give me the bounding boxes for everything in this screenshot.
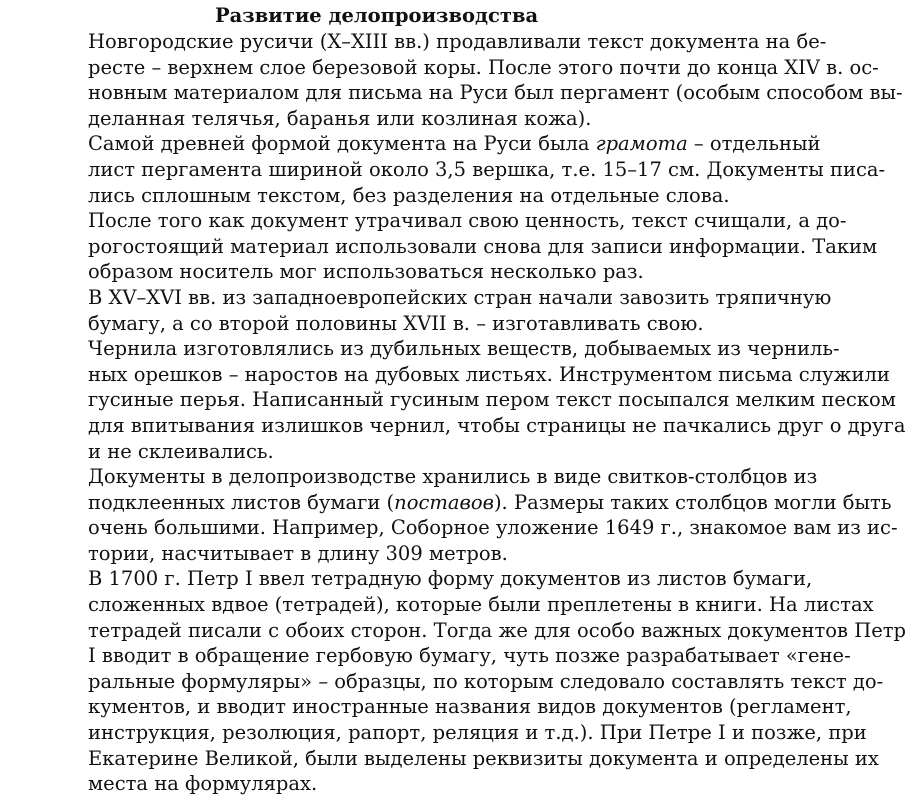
text-line: лись сплошным текстом, без разделения на отдельные слова. [88, 183, 730, 207]
text-line: сложенных вдвое (тетрадей), которые были преплетены в книги. На листах [88, 593, 874, 617]
text-line: и не склеивались. [88, 439, 274, 463]
text-line: Чернила изготовлялись из дубильных веществ, добываемых из черниль- [88, 337, 840, 361]
text-line: бумагу, а со второй половины XVII в. – изготавливать свою. [88, 311, 704, 335]
paragraph [10, 336, 906, 464]
text-line: для впитывания излишков чернил, чтобы страницы не пачкались друг о друга [88, 413, 906, 437]
text-line: В 1700 г. Петр I ввел тетрадную форму документов из листов бумаги, [88, 567, 813, 591]
text-line: очень большими. Например, Соборное уложение 1649 г., знакомое вам из ис- [88, 516, 898, 540]
paragraph [10, 208, 878, 285]
text-line: ных орешков – наростов на дубовых листьях. Инструментом письма служили [88, 362, 890, 386]
text-line: инструкция, резолюция, рапорт, реляция и т.д.). При Петре I и позже, при [88, 721, 867, 745]
text-line: ресте – верхнем слое березовой коры. После этого почти до конца XIV в. ос- [88, 55, 879, 79]
text-line: подклеенных листов бумаги (поставов). Размеры таких столбцов могли быть [88, 490, 892, 514]
text-line: новным материалом для письма на Руси был пергамент (особым способом вы- [88, 81, 903, 105]
text-line: тетрадей писали с обоих сторон. Тогда же для особо важных документов Петр [88, 618, 906, 642]
paragraph [10, 285, 832, 336]
text-line: ральные формуляры» – образцы, по которым следовало составлять текст до- [88, 669, 884, 693]
paragraph [10, 566, 906, 796]
text-line: деланная телячья, баранья или козлиная кожа). [88, 106, 592, 130]
text-line: лист пергамента шириной около 3,5 вершка, т.е. 15–17 см. Документы писа- [88, 157, 886, 181]
text-line: Самой древней формой документа на Руси была грамота – отдельный [88, 132, 821, 156]
text-line: тории, насчитывает в длину 309 метров. [88, 541, 508, 565]
text-line: Документы в делопроизводстве хранились в виде свитков-столбцов из [88, 465, 818, 489]
text-line: образом носитель мог использоваться несколько раз. [88, 260, 644, 284]
document-title: Развитие делопроизводства [215, 4, 539, 27]
text-line: Екатерине Великой, были выделены реквизиты документа и определены их [88, 746, 879, 770]
text-line: I вводит в обращение гербовую бумагу, чуть позже разрабатывает «гене- [88, 644, 851, 668]
paragraph [10, 131, 886, 208]
text-line: рогостоящий материал использовали снова для записи информации. Таким [88, 234, 878, 258]
text-line: кументов, и вводит иностранные названия видов документов (регламент, [88, 695, 852, 719]
text-line: После того как документ утрачивал свою ценность, текст счищали, а до- [88, 209, 847, 233]
text-line: гусиные перья. Написанный гусиным пером текст посыпался мелким песком [88, 388, 896, 412]
document-page [0, 3, 906, 800]
paragraph [10, 29, 903, 131]
text-line: В XV–XVI вв. из западноевропейских стран начали завозить тряпичную [88, 285, 832, 309]
paragraph [10, 464, 898, 566]
text-line: места на формулярах. [88, 772, 318, 796]
document-body [10, 29, 906, 797]
text-line: Новгородские русичи (X–XIII вв.) продавливали текст документа на бе- [88, 30, 827, 53]
